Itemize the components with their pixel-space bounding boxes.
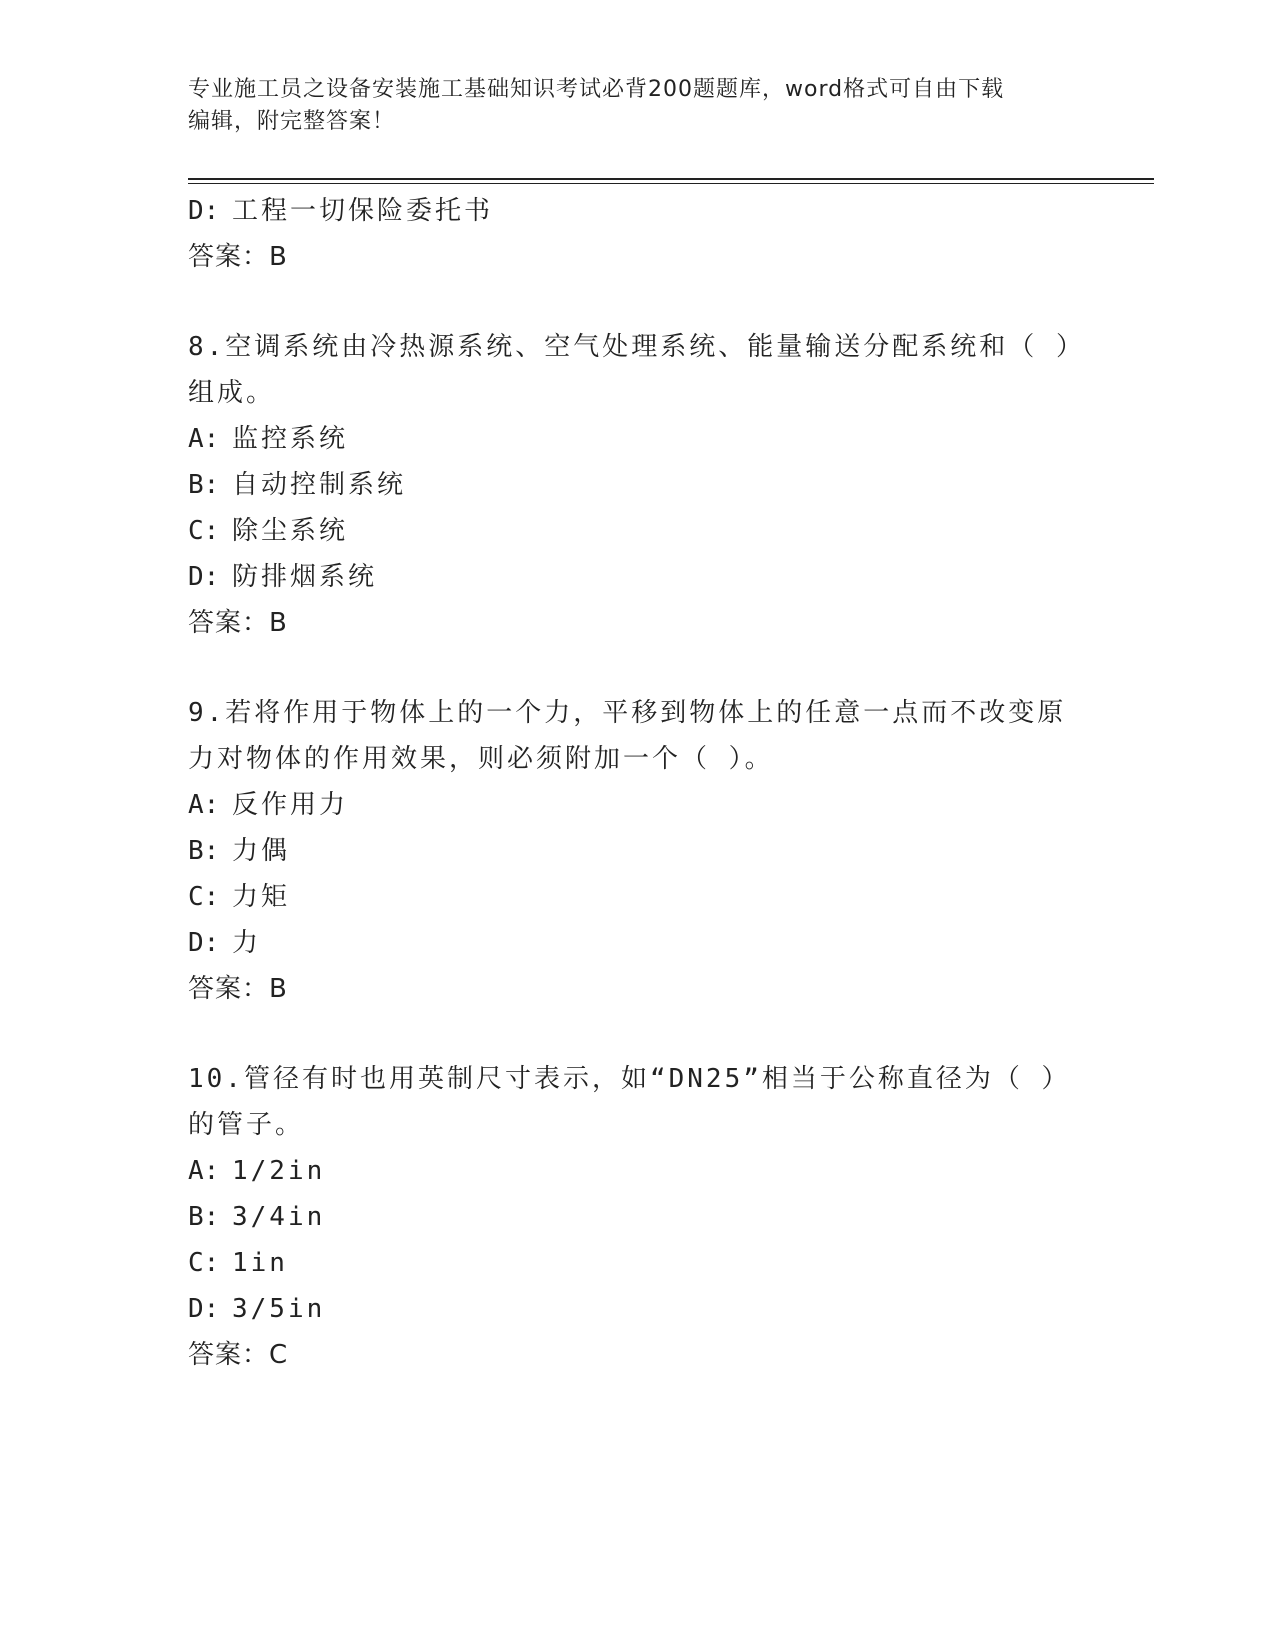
document-header (188, 74, 1088, 138)
question-block-7-tail (188, 188, 1088, 280)
option-label: D: (188, 196, 220, 226)
question-text-line: 10.管径有时也用英制尺寸表示，如“DN25”相当于公称直径为（ ） (188, 1064, 1071, 1094)
option-label: B: (188, 1202, 220, 1232)
option-label: C: (188, 1248, 220, 1278)
option-label: B: (188, 836, 220, 866)
option-label: A: (188, 424, 220, 454)
option-label: D: (188, 562, 220, 592)
option-c (188, 874, 1088, 920)
block-spacer (188, 1012, 1088, 1056)
option-a (188, 1148, 1088, 1194)
answer-line: 答案：B (188, 242, 288, 272)
option-label: C: (188, 882, 220, 912)
block-spacer (188, 280, 1088, 324)
answer-line: 答案：B (188, 608, 288, 638)
option-text: 防排烟系统 (232, 562, 378, 592)
option-text: 监控系统 (232, 424, 349, 454)
header-divider-thin (188, 183, 1154, 184)
question-text-line: 9.若将作用于物体上的一个力，平移到物体上的任意一点而不改变原 (188, 698, 1067, 728)
question-block-8 (188, 324, 1088, 646)
option-a (188, 416, 1088, 462)
question-text-line: 组成。 (188, 378, 276, 408)
option-c (188, 508, 1088, 554)
option-text: 反作用力 (232, 790, 349, 820)
header-line-2: 编辑，附完整答案！ (188, 109, 396, 134)
question-block-9 (188, 690, 1088, 1012)
question-text-line: 的管子。 (188, 1110, 305, 1140)
option-text: 1in (232, 1248, 288, 1278)
question-block-10 (188, 1056, 1088, 1378)
option-text: 3/4in (232, 1202, 326, 1232)
option-b (188, 828, 1088, 874)
answer-line: 答案：C (188, 1340, 289, 1370)
option-d (188, 554, 1088, 600)
option-text: 自动控制系统 (232, 470, 407, 500)
header-divider-thick (188, 178, 1154, 180)
option-d (188, 920, 1088, 966)
header-line-1: 专业施工员之设备安装施工基础知识考试必背200题题库，word格式可自由下载 (188, 77, 1005, 102)
option-label: A: (188, 1156, 220, 1186)
option-text: 除尘系统 (232, 516, 349, 546)
option-c (188, 1240, 1088, 1286)
option-b (188, 462, 1088, 508)
option-d (188, 188, 1088, 234)
option-a (188, 782, 1088, 828)
option-label: D: (188, 928, 220, 958)
block-spacer (188, 646, 1088, 690)
question-text-line: 力对物体的作用效果，则必须附加一个（ ）。 (188, 744, 774, 774)
option-text: 3/5in (232, 1294, 326, 1324)
option-d (188, 1286, 1088, 1332)
option-label: D: (188, 1294, 220, 1324)
option-text: 力 (232, 928, 262, 958)
option-text: 力偶 (232, 836, 291, 866)
option-text: 工程一切保险委托书 (232, 196, 494, 226)
option-b (188, 1194, 1088, 1240)
option-text: 力矩 (232, 882, 291, 912)
answer-line: 答案：B (188, 974, 288, 1004)
question-text-line: 8.空调系统由冷热源系统、空气处理系统、能量输送分配系统和（ ） (188, 332, 1085, 362)
option-label: A: (188, 790, 220, 820)
option-text: 1/2in (232, 1156, 326, 1186)
option-label: B: (188, 470, 220, 500)
question-list (188, 188, 1088, 1378)
option-label: C: (188, 516, 220, 546)
